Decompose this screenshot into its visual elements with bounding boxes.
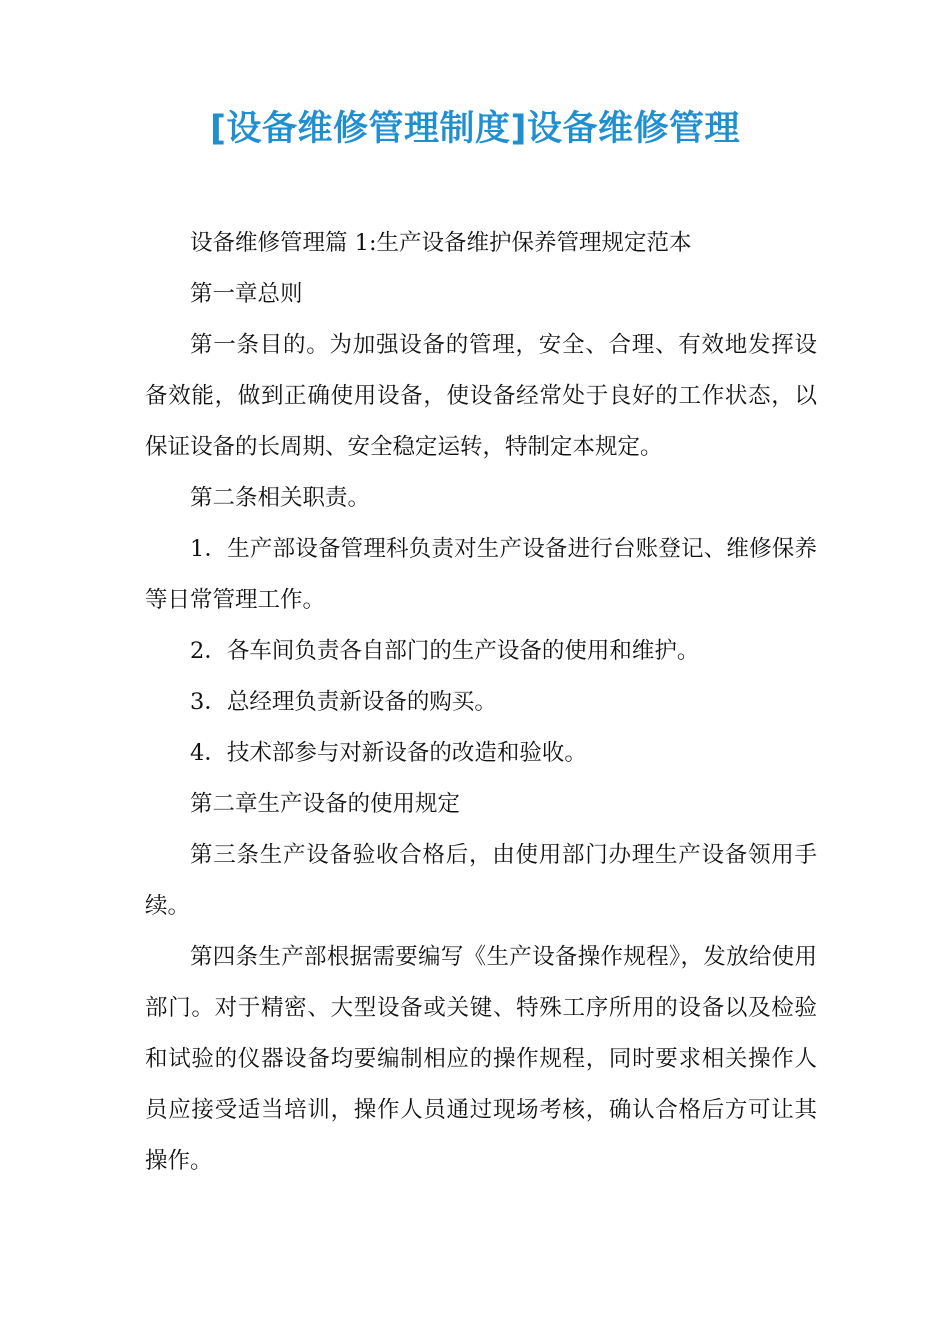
paragraph-item-4: 4．技术部参与对新设备的改造和验收。	[190, 740, 587, 766]
paragraph-item-3: 3．总经理负责新设备的购买。	[190, 689, 497, 715]
document-title: [设备维修管理制度]设备维修管理	[210, 109, 740, 149]
document-body	[145, 218, 817, 1187]
paragraph-article-2: 第二条相关职责。	[190, 485, 371, 511]
paragraph-item-1: 1．生产部设备管理科负责对生产设备进行台账登记、维修保养等日常管理工作。	[145, 536, 817, 613]
paragraph-article-4: 第四条生产部根据需要编写《生产设备操作规程》，发放给使用部门。对于精密、大型设备或关键、特殊工序所用的设备以及检验和试验的仪器设备均要编制相应的操作规程，同时要求相关操作人员应接受适当培训，操作人员通过现场考核，确认合格后方可让其操作。	[145, 944, 817, 1174]
paragraph-article-1: 第一条目的。为加强设备的管理，安全、合理、有效地发挥设备效能，做到正确使用设备，使设备经常处于良好的工作状态，以保证设备的长周期、安全稳定运转，特制定本规定。	[145, 332, 817, 460]
paragraph-chapter-1: 第一章总则	[190, 281, 303, 307]
paragraph-article-3: 第三条生产设备验收合格后，由使用部门办理生产设备领用手续。	[145, 842, 817, 919]
paragraph-item-2: 2．各车间负责各自部门的生产设备的使用和维护。	[190, 638, 700, 664]
paragraph-heading-article: 设备维修管理篇 1:生产设备维护保养管理规定范本	[190, 230, 692, 256]
paragraph-chapter-2: 第二章生产设备的使用规定	[190, 791, 461, 817]
